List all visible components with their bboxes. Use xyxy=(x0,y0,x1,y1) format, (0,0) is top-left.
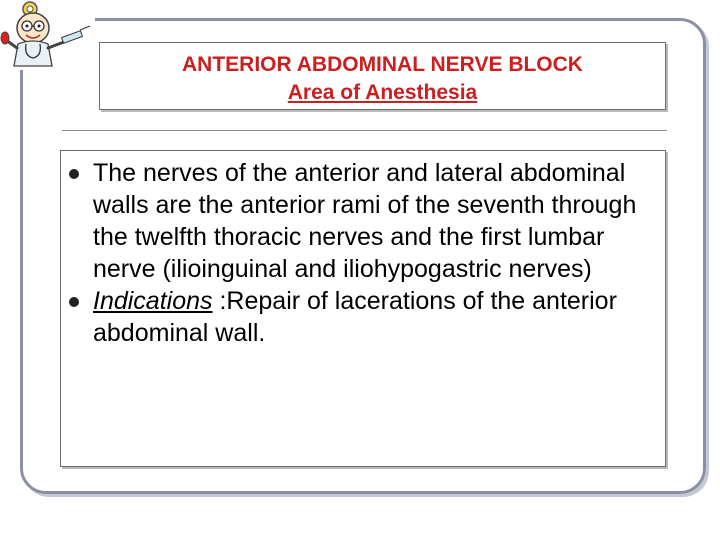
bullet-icon xyxy=(69,297,79,307)
bullet-icon xyxy=(69,169,79,179)
bullet-list xyxy=(61,157,665,349)
bullet-item-indications xyxy=(61,285,665,349)
doctor-cartoon-icon xyxy=(0,0,92,68)
divider-line xyxy=(62,130,667,131)
indications-label: Indications xyxy=(93,287,213,315)
bullet-text: :Repair of lacerations of the anterior abdominal wall. xyxy=(93,287,617,347)
slide-title: ANTERIOR ABDOMINAL NERVE BLOCK xyxy=(182,53,583,76)
slide-subtitle xyxy=(100,81,665,105)
bullet-item-nerves xyxy=(61,157,665,285)
title-box xyxy=(99,42,666,110)
slide-subtitle-text: Area of Anesthesia xyxy=(287,81,478,104)
content-box xyxy=(60,150,666,467)
bullet-text: The nerves of the anterior and lateral abdominal walls are the anterior rami of the seventh through the twelfth thoracic nerves and the first lumbar nerve (ilioinguinal and iliohypogastric nerves) xyxy=(93,159,637,283)
